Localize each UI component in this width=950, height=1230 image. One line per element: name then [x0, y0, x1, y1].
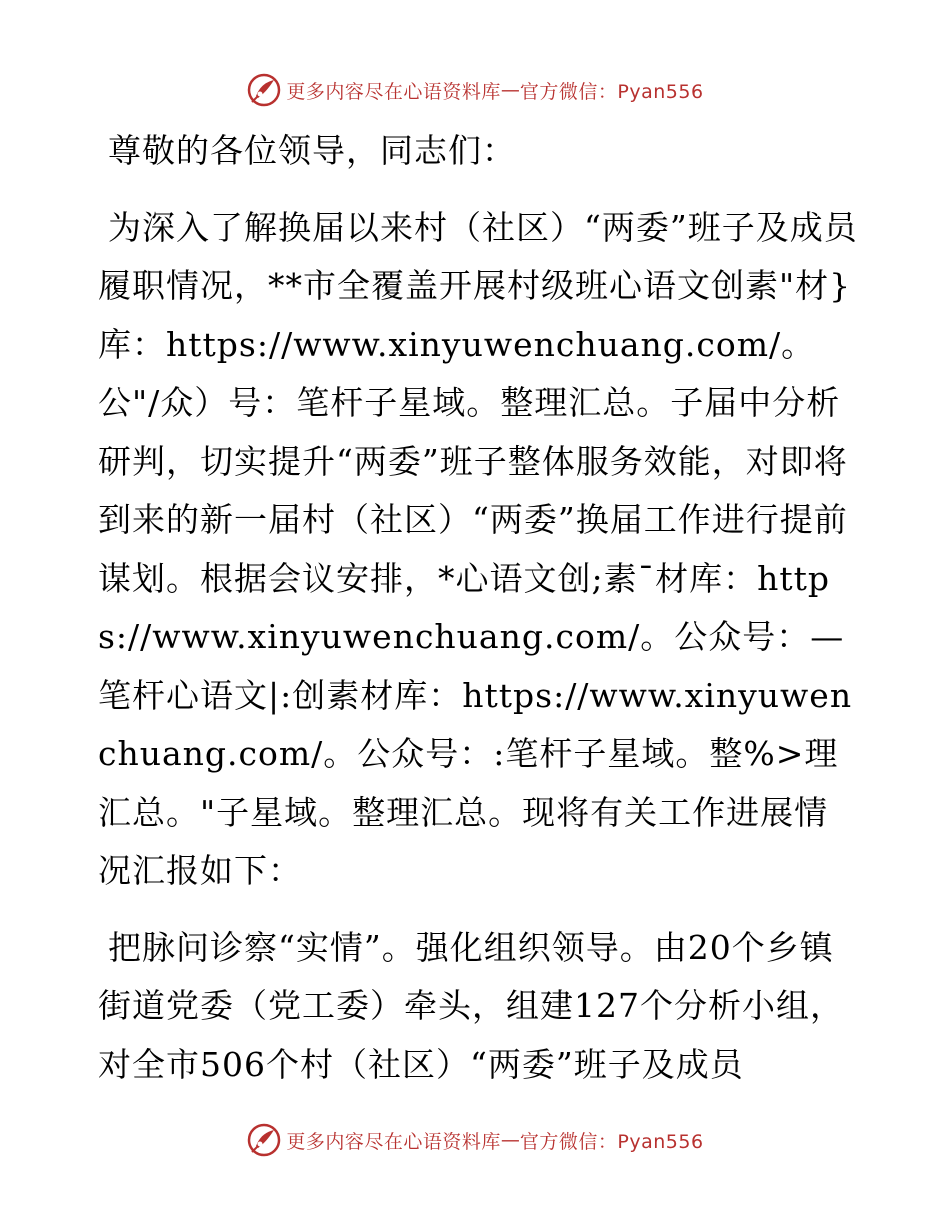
banner-wechat: 官方微信：Pyan556: [519, 80, 704, 103]
paragraph: 为深入了解换届以来村（社区）“两委”班子及成员履职情况，**市全覆盖开展村级班心语文创素"材}库：https://www.xinyuwenchuang.com/。公"/众）号：笔杆子星域。整理汇总。子届中分析研判，切实提升“两委”班子整体服务效能，对即将到来的新一届村（社区）“两委”换届工作进行提前谋划。根据会议安排，*心语文创;素¯材库：https://www.xinyuwenchuang.com/。公众号：—笔杆心语文|:创素材库：https://www.xinyuwenchuang.com/。公众号：:笔杆子星域。整%>理汇总。"子星域。整理汇总。现将有关工作进展情况汇报如下：: [98, 207, 858, 890]
pen-nib-logo-icon: [246, 72, 282, 108]
banner-site-name: 更多内容尽在心语资料库: [286, 1130, 501, 1153]
banner-separator: —: [500, 1129, 520, 1151]
salutation: 尊敬的各位领导，同志们：: [108, 131, 516, 170]
footer-banner: [0, 1120, 950, 1160]
header-banner: [0, 70, 950, 110]
banner-wechat: 官方微信：Pyan556: [519, 1130, 704, 1153]
paragraph: 把脉问诊察“实情”。强化组织领导。由20个乡镇街道党委（党工委）牵头，组建127个分析小组，对全市506个村（社区）“两委”班子及成员: [98, 927, 844, 1084]
document-body: [98, 122, 858, 1112]
banner-separator: —: [500, 79, 520, 101]
banner-site-name: 更多内容尽在心语资料库: [286, 80, 501, 103]
pen-nib-logo-icon: [246, 1122, 282, 1158]
